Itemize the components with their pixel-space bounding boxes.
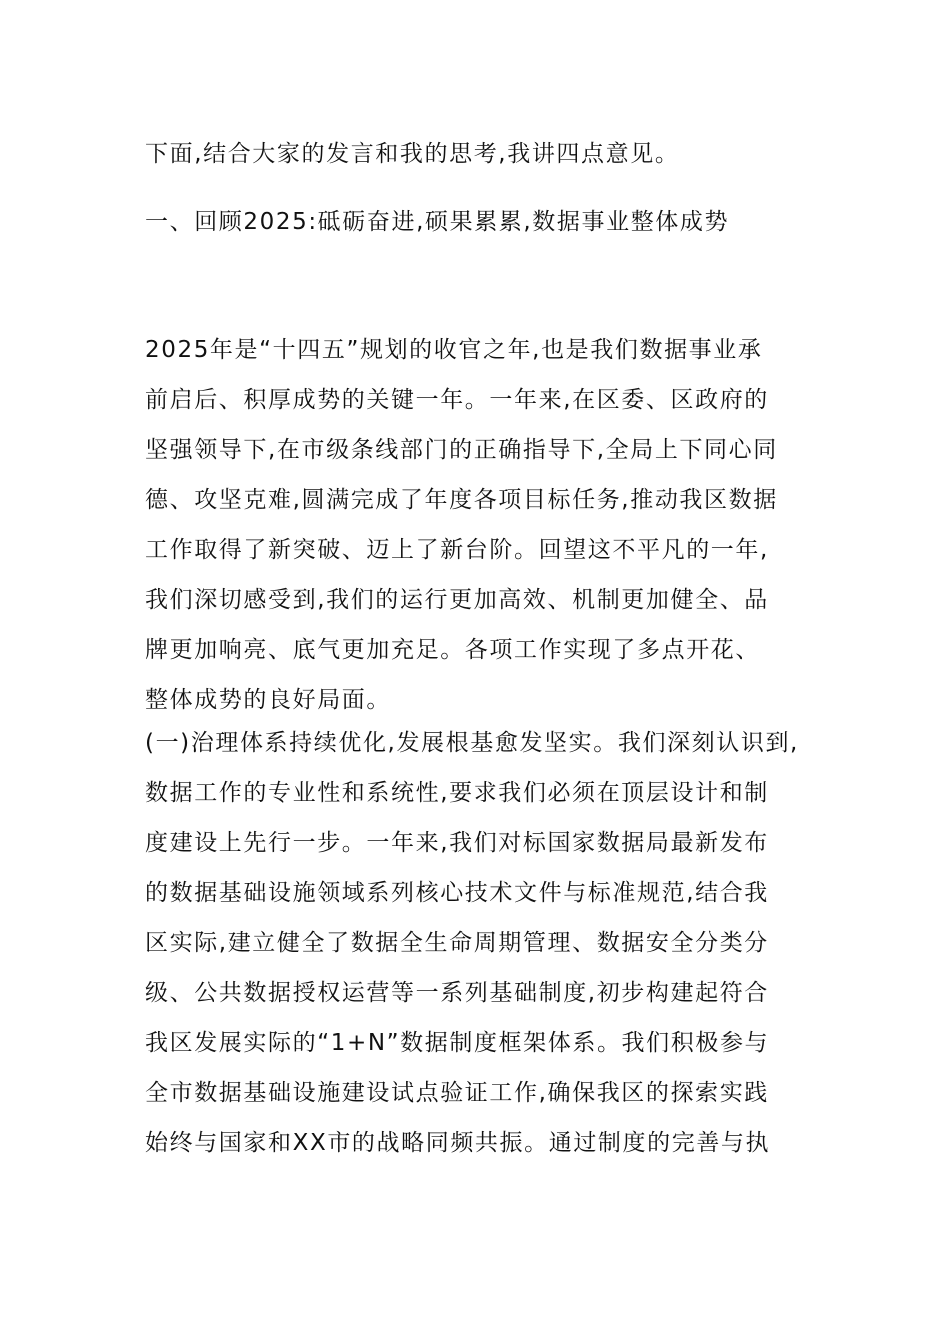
text-line: 工作取得了新突破、迈上了新台阶。回望这不平凡的一年, — [145, 537, 769, 563]
text-line: 始终与国家和XX市的战略同频共振。通过制度的完善与执 — [145, 1130, 771, 1156]
text-line: 德、攻坚克难,圆满完成了年度各项目标任务,推动我区数据 — [145, 487, 778, 513]
text-line: 2025年是“十四五”规划的收官之年,也是我们数据事业承 — [145, 337, 763, 363]
text-line: 整体成势的良好局面。 — [145, 687, 391, 713]
text-line: 牌更加响亮、底气更加充足。各项工作实现了多点开花、 — [145, 637, 760, 663]
subsection-1-paragraph — [145, 718, 810, 1168]
text-line: 的数据基础设施领域系列核心技术文件与标准规范,结合我 — [145, 880, 769, 906]
text-line: 数据工作的专业性和系统性,要求我们必须在顶层设计和制 — [145, 780, 769, 806]
text-line: 前启后、积厚成势的关键一年。一年来,在区委、区政府的 — [145, 387, 769, 413]
text-line: 级、公共数据授权运营等一系列基础制度,初步构建起符合 — [145, 980, 769, 1006]
text-line: (一)治理体系持续优化,发展根基愈发坚实。我们深刻认识到, — [145, 730, 799, 756]
text-line: 度建设上先行一步。一年来,我们对标国家数据局最新发布 — [145, 830, 769, 856]
text-line: 下面,结合大家的发言和我的思考,我讲四点意见。 — [145, 141, 680, 167]
text-line: 区实际,建立健全了数据全生命周期管理、数据安全分类分 — [145, 930, 769, 956]
text-line: 我们深切感受到,我们的运行更加高效、机制更加健全、品 — [145, 587, 769, 613]
heading-line: 一、回顾2025:砥砺奋进,硕果累累,数据事业整体成势 — [145, 209, 730, 235]
text-line: 我区发展实际的“1+N”数据制度框架体系。我们积极参与 — [145, 1030, 770, 1056]
text-line: 坚强领导下,在市级条线部门的正确指导下,全局上下同心同 — [145, 437, 778, 463]
section-1-heading — [145, 197, 810, 247]
text-line: 全市数据基础设施建设试点验证工作,确保我区的探索实践 — [145, 1080, 769, 1106]
paragraph-2025-review — [145, 325, 810, 725]
intro-paragraph — [145, 129, 810, 179]
